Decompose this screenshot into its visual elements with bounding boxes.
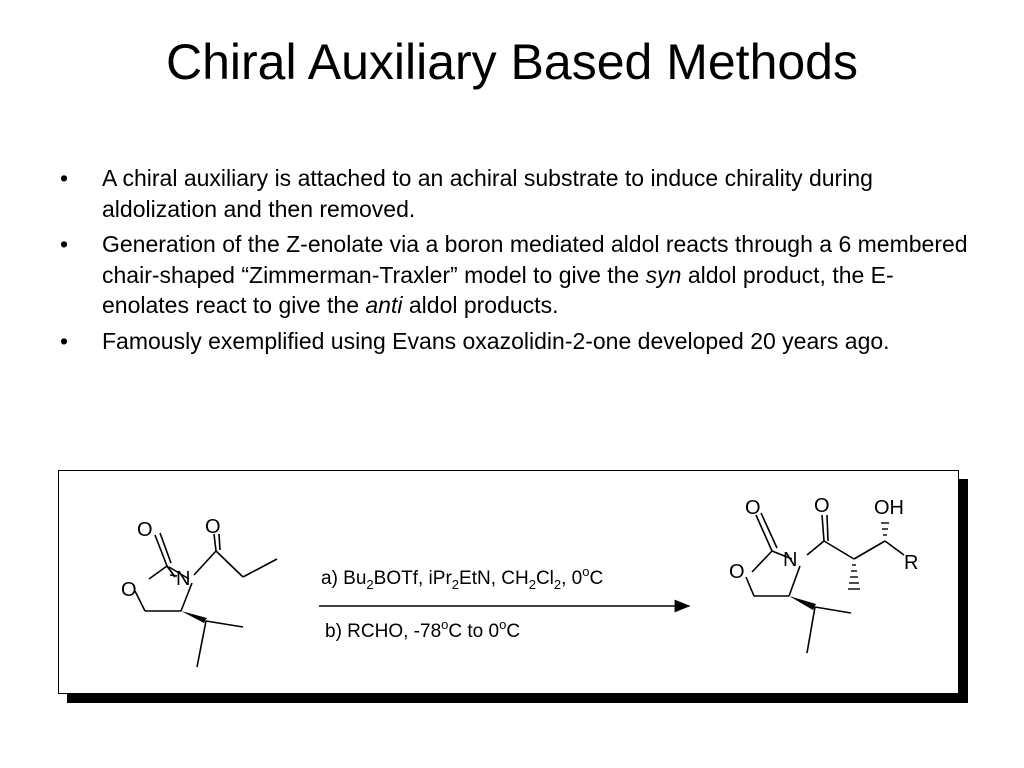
product-structure — [746, 513, 904, 653]
product-hydroxyl: OH — [874, 497, 904, 519]
bullet-text-cont: aldol product, the E-enolates react to give the — [102, 261, 894, 318]
reactant-acyl-o: O — [205, 516, 221, 538]
bullet-marker: • — [60, 327, 69, 354]
product-acyl-o: O — [814, 495, 830, 517]
syn-term: syn — [645, 261, 682, 288]
reactant-structure — [135, 533, 277, 667]
product-nitrogen: N — [783, 549, 798, 571]
product-carbonyl-o: O — [745, 497, 761, 519]
reaction-scheme — [59, 471, 960, 695]
anti-term: anti — [365, 292, 403, 318]
product-wedge-bond — [789, 596, 816, 610]
product-ring-o: O — [729, 561, 745, 583]
slide-title: Chiral Auxiliary Based Methods — [166, 34, 858, 90]
bullet-text: Famously exemplified using Evans oxazolidin-2-one developed 20 years ago. — [102, 327, 890, 354]
bullet-item-auxiliary — [60, 163, 970, 224]
condition-b: b) RCHO, -78$^o$C to 0$^o$C — [325, 617, 521, 642]
reactant-wedge-bond — [181, 611, 207, 623]
bullet-item-enolate — [60, 229, 970, 321]
bullet-list — [60, 163, 970, 361]
bullet-text: Generation of the Z-enolate via a boron mediated aldol reacts through a 6 membered chair-shaped “Zimmerman-Traxler” model to give the — [102, 231, 968, 288]
product-hash-bond-methyl — [848, 565, 860, 589]
bullet-item-evans — [60, 326, 970, 357]
condition-a: a) $Bu_2BOTf$, iPr$_2$EtN, $CH_2Cl_2$, 0$^o$C — [321, 564, 604, 592]
bullet-marker: • — [60, 231, 69, 257]
reactant-nitrogen: N — [176, 568, 191, 590]
reactant-ring-o: O — [121, 579, 137, 601]
bullet-text: A chiral auxiliary is attached to an achiral substrate to induce chirality during aldolization and then removed. — [102, 165, 873, 222]
bullet-marker: • — [60, 165, 69, 191]
product-r-group: R — [904, 552, 919, 574]
reactant-carbonyl-o: O — [137, 519, 153, 541]
bullet-text-end: aldol products. — [402, 292, 559, 318]
product-hash-bond-oh — [881, 523, 889, 535]
reaction-scheme-box — [58, 470, 959, 694]
